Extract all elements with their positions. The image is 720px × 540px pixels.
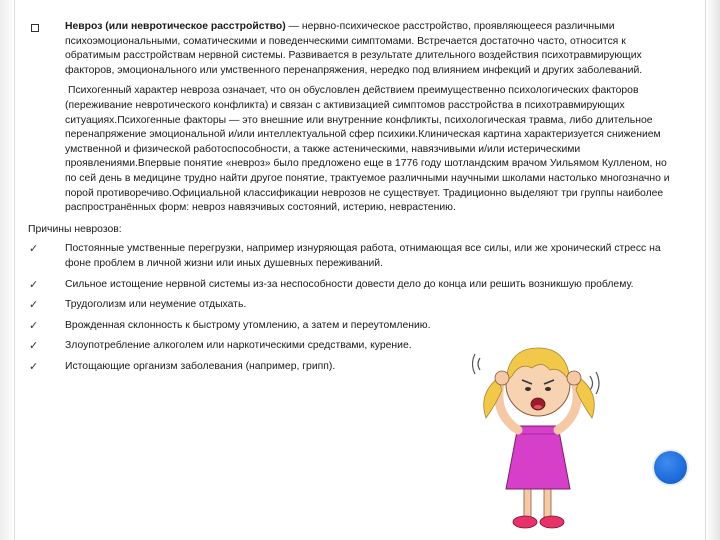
checkmark-icon: ✓ <box>29 318 39 332</box>
checkmark-icon: ✓ <box>29 277 39 291</box>
slide-content <box>28 20 680 380</box>
list-item <box>28 319 680 334</box>
cause-text: Злоупотребление алкоголем или наркотическими средствами, курение. <box>65 340 412 352</box>
cause-text: Сильное истощение нервной системы из-за неспособности довести дело до конца или решить возникшую проблему. <box>65 278 634 290</box>
checkmark-icon: ✓ <box>29 359 39 373</box>
blue-circle-decoration <box>654 451 687 484</box>
checkmark-icon: ✓ <box>29 242 39 256</box>
list-item <box>28 278 680 293</box>
shoes <box>513 516 564 528</box>
cause-text: Постоянные умственные перегрузки, например изнуряющая работа, отнимающая все силы, или же хронический стресс на фоне проблем в личной жизни или иных душевных переживаний. <box>65 243 661 269</box>
checkmark-icon: ✓ <box>29 298 39 312</box>
list-item <box>28 242 680 271</box>
intro-paragraph <box>28 20 680 78</box>
intro-term: Невроз (или невротическое расстройство) <box>65 21 286 32</box>
description-paragraph <box>28 84 680 215</box>
cause-text: Врожденная склонность к быстрому утомлению, а затем и переутомлению. <box>65 319 431 331</box>
intro-definition: — нервно-психическое расстройство, проявляющееся различными психоэмоциональными, соматическими и поведенческими симптомами. Встречается достаточно часто, относится к обратимым расстройствам нервной системы. Развивается в результате длительного воздействия психотравмирующих факторов, эмоционального или умственного перенапряжения, нередко под влиянием инфекций и других заболеваний. <box>65 21 643 76</box>
checkmark-icon: ✓ <box>29 339 39 353</box>
pink-dress <box>506 426 570 489</box>
slide-frame-right <box>706 0 720 540</box>
list-item <box>28 298 680 313</box>
stressed-girl-illustration <box>472 334 608 534</box>
description-text: Психогенный характер невроза означает, что он обусловлен действием преимущественно психологических факторов (переживание невротического конфликта) и связан с активизацией симптомов расстройства в психотравмирующих ситуациях.Психогенные факторы — это внешние или внутренние конфликты, психологическая травма, либо длительное перенапряжение эмоциональной и/или интеллектуальной сфер психики.Клиническая картина характеризуется снижением умственной и физической работоспособности, а также астеническими, навязчивыми и/или истерическими проявлениями.Впервые понятие «невроз» было предложено еще в 1776 году шотландским врачом Уильямом Кулленом, но по сей день в медицине трудно найти другое понятие, трактуемое различными научными школами настолько многозначно и порой противоречиво.Официальной классификации неврозов не существует. Традиционно выделяют три группы наиболее распространённых форм: невроз навязчивых состояний, истерию, неврастению. <box>65 85 670 214</box>
slide-frame-line-right <box>705 0 706 540</box>
slide-frame-line-left <box>14 0 15 540</box>
square-bullet-icon <box>31 24 39 32</box>
cause-text: Трудоголизм или неумение отдыхать. <box>65 299 247 311</box>
cause-text: Истощающие организм заболевания (например, грипп). <box>65 360 336 372</box>
causes-title: Причины неврозов: <box>28 223 122 235</box>
slide-frame-left <box>0 0 14 540</box>
